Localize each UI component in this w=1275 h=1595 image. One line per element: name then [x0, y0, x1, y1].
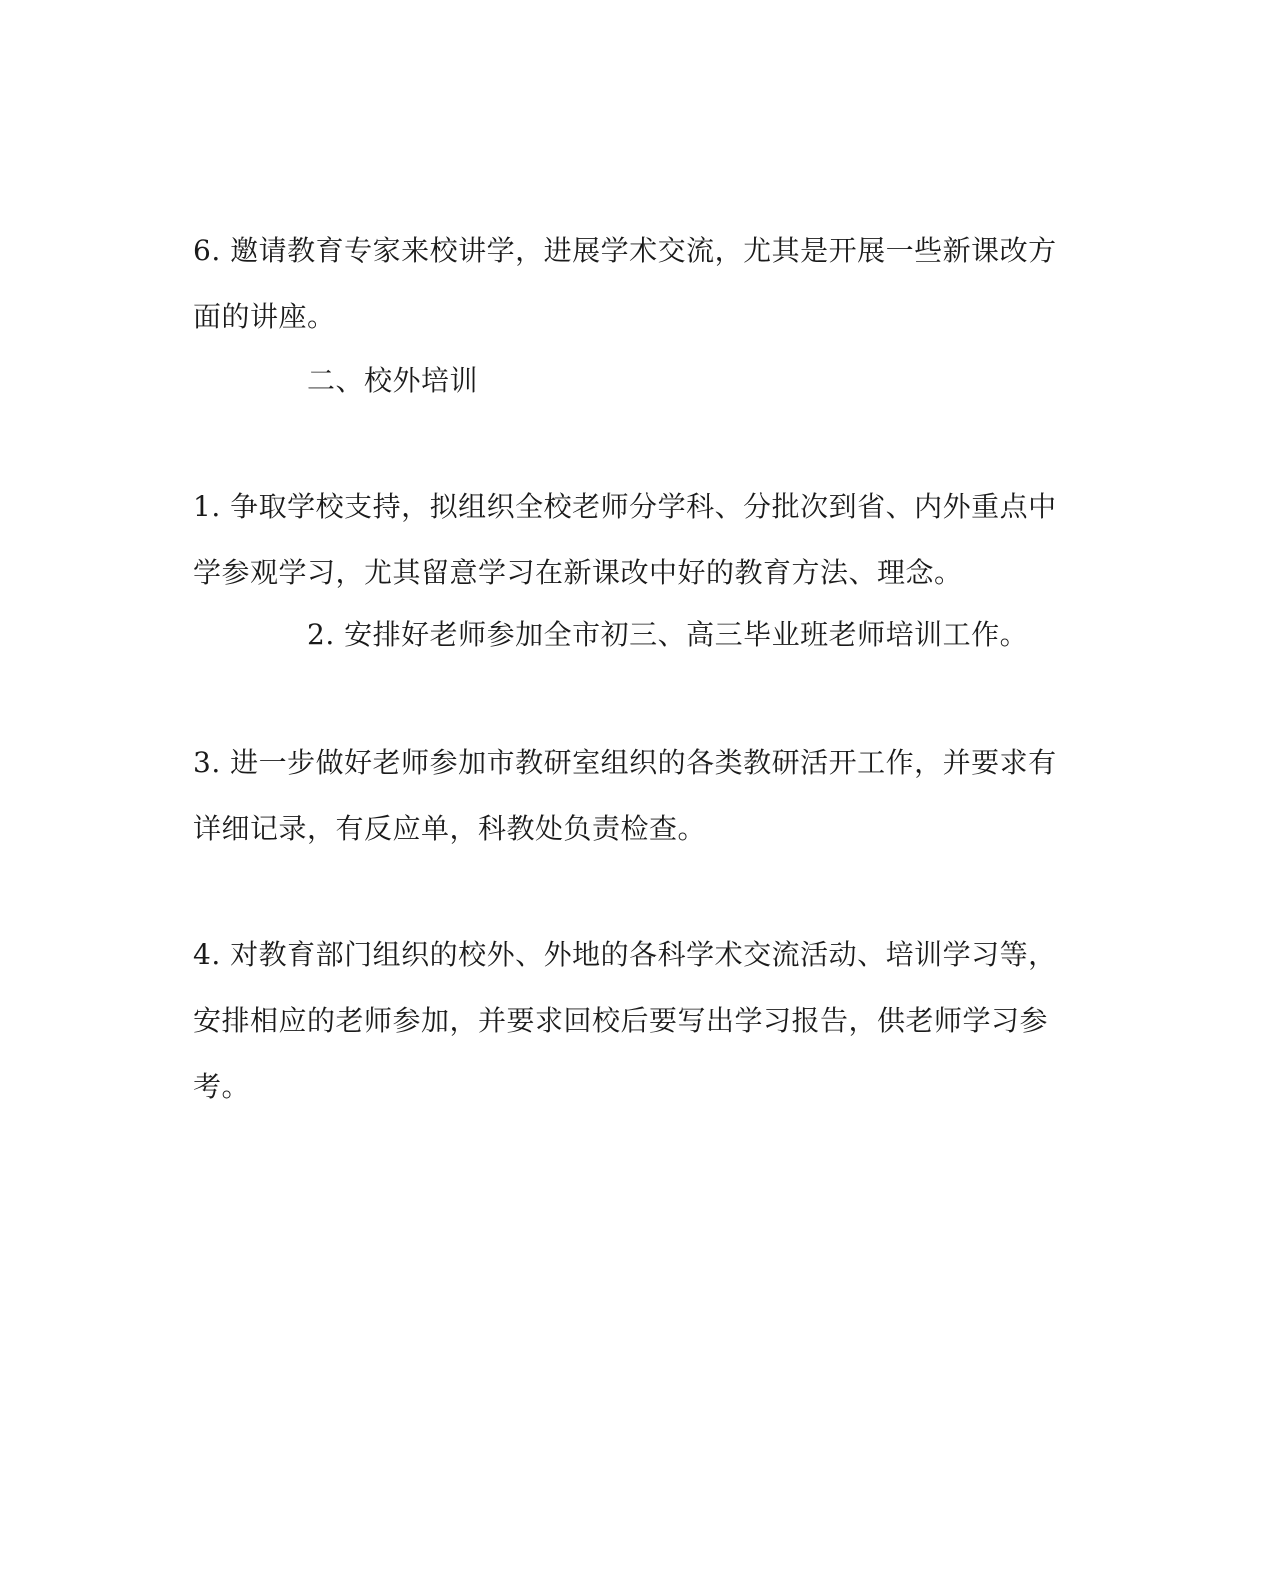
- paragraph-item-6: 6. 邀请教育专家来校讲学，进展学术交流，尤其是开展一些新课改方面的讲座。: [193, 234, 1057, 333]
- paragraph-item-3: 3. 进一步做好老师参加市教研室组织的各类教研活开工作，并要求有详细记录，有反应单，科教处负责检查。: [193, 746, 1057, 845]
- section-heading: 二、校外培训: [307, 364, 479, 397]
- paragraph-item-2: 2. 安排好老师参加全市初三、高三毕业班老师培训工作。: [307, 618, 1029, 651]
- paragraph-item-4: 4. 对教育部门组织的校外、外地的各科学术交流活动、培训学习等，安排相应的老师参加，并要求回校后要写出学习报告，供老师学习参考。: [193, 938, 1057, 1103]
- paragraph-item-1: 1. 争取学校支持，拟组织全校老师分学科、分批次到省、内外重点中学参观学习，尤其留意学习在新课改中好的教育方法、理念。: [193, 490, 1057, 589]
